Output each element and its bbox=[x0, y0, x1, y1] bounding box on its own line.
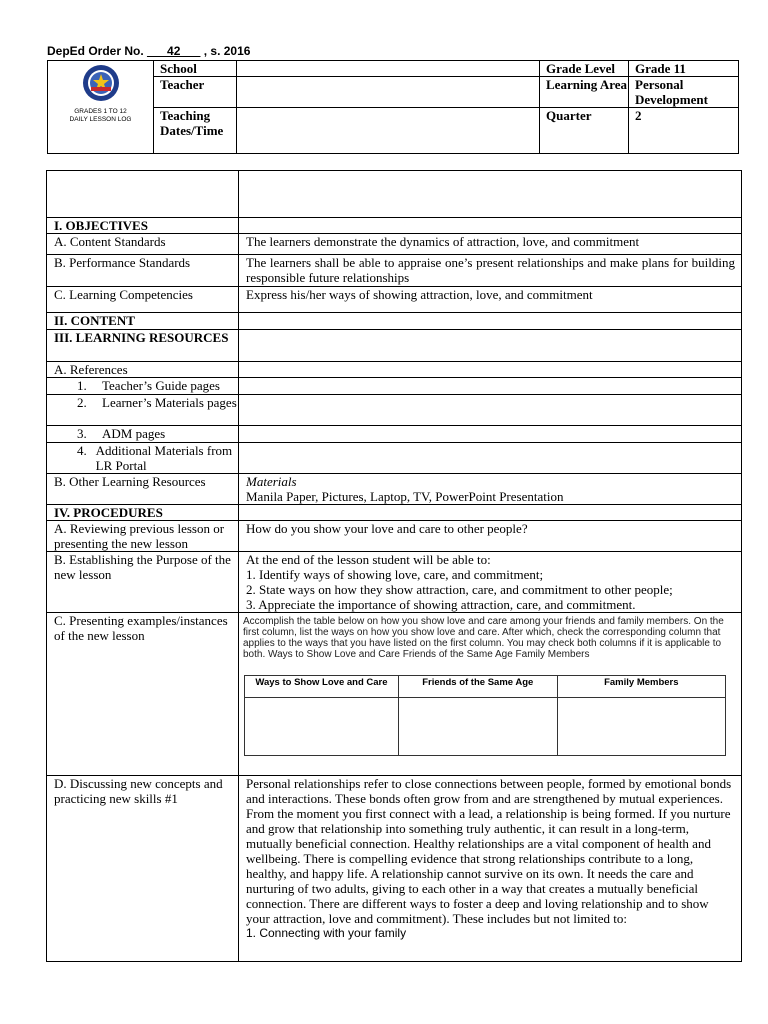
logo-caption-1: GRADES 1 TO 12 bbox=[74, 108, 127, 115]
content-standards-label: A. Content Standards bbox=[47, 234, 239, 255]
discussing-value bbox=[239, 776, 742, 962]
procedures-empty bbox=[239, 505, 742, 521]
references-label: A. References bbox=[47, 362, 239, 378]
resources-empty bbox=[239, 330, 742, 362]
grade-level-value: Grade 11 bbox=[629, 61, 739, 77]
ref-empty-3 bbox=[239, 426, 742, 443]
lesson-log-table bbox=[46, 170, 742, 962]
grade-level-label: Grade Level bbox=[540, 61, 629, 77]
blank-header-right bbox=[239, 171, 742, 218]
other-resources-value bbox=[239, 474, 742, 505]
purpose-label: B. Establishing the Purpose of the new lesson bbox=[47, 552, 239, 613]
teaching-dates-value bbox=[237, 108, 540, 154]
ref-num: 1. bbox=[77, 378, 87, 393]
header-table bbox=[47, 60, 739, 154]
ref-label: ADM pages bbox=[102, 426, 166, 441]
discussing-label: D. Discussing new concepts and practicing new skills #1 bbox=[47, 776, 239, 962]
ref-num: 4. bbox=[77, 443, 87, 458]
ref-num: 2. bbox=[77, 395, 87, 410]
purpose-item: 3. Appreciate the importance of showing attraction, care, and commitment. bbox=[246, 597, 636, 612]
reviewing-value: How do you show your love and care to other people? bbox=[239, 521, 742, 552]
ref-item-4 bbox=[47, 443, 239, 474]
ref-label: Teacher’s Guide pages bbox=[102, 378, 220, 393]
quarter-label: Quarter bbox=[540, 108, 629, 154]
teacher-value bbox=[237, 77, 540, 108]
competencies-value: Express his/her ways of showing attraction, love, and commitment bbox=[239, 287, 742, 313]
other-resources-label: B. Other Learning Resources bbox=[47, 474, 239, 505]
content-standards-value: The learners demonstrate the dynamics of attraction, love, and commitment bbox=[239, 234, 742, 255]
ref-empty-1 bbox=[239, 378, 742, 395]
references-empty bbox=[239, 362, 742, 378]
blank-header-left bbox=[47, 171, 239, 218]
learning-area-label: Learning Area bbox=[540, 77, 629, 108]
presenting-label: C. Presenting examples/instances of the new lesson bbox=[47, 613, 239, 776]
ref-label: Learner’s Materials pages bbox=[102, 395, 237, 410]
resources-heading: III. LEARNING RESOURCES bbox=[47, 330, 239, 362]
ref-num: 3. bbox=[77, 426, 87, 441]
activity-cell bbox=[557, 698, 725, 756]
reviewing-label: A. Reviewing previous lesson or presenting the new lesson bbox=[47, 521, 239, 552]
deped-seal-icon bbox=[82, 64, 120, 102]
activity-table bbox=[244, 675, 726, 756]
activity-col-family: Family Members bbox=[557, 676, 725, 698]
ref-item-1 bbox=[47, 378, 239, 395]
materials-list: Manila Paper, Pictures, Laptop, TV, PowerPoint Presentation bbox=[246, 489, 564, 504]
ref-empty-2 bbox=[239, 395, 742, 426]
purpose-item: 2. State ways on how they show attraction, care, and commitment to other people; bbox=[246, 582, 673, 597]
ref-item-3 bbox=[47, 426, 239, 443]
order-number: ___42___ bbox=[147, 44, 201, 58]
deped-order-line bbox=[47, 44, 250, 59]
competencies-label: C. Learning Competencies bbox=[47, 287, 239, 313]
activity-cell bbox=[398, 698, 557, 756]
purpose-intro: At the end of the lesson student will be able to: bbox=[246, 552, 491, 567]
content-heading: II. CONTENT bbox=[47, 313, 239, 330]
order-prefix: DepEd Order No. bbox=[47, 44, 148, 58]
ref-empty-4 bbox=[239, 443, 742, 474]
activity-col-ways: Ways to Show Love and Care bbox=[245, 676, 399, 698]
logo-caption-2: DAILY LESSON LOG bbox=[69, 116, 132, 123]
activity-instructions: Accomplish the table below on how you show love and care among your friends and family members. On the first column, list the ways on how you show love and care. After which, check the corresponding column that applies to the ways that you have listed on the first column. You may check both columns if it is applicable to both. Ways to Show Love and Care Friends of the Same Age Family Members bbox=[243, 616, 724, 660]
performance-standards-label: B. Performance Standards bbox=[47, 255, 239, 287]
learning-area-value: Personal Development bbox=[629, 77, 739, 108]
presenting-value bbox=[239, 613, 742, 776]
school-value bbox=[237, 61, 540, 77]
performance-standards-value: The learners shall be able to appraise one’s present relationships and make plans for building responsible future relationships bbox=[239, 255, 742, 287]
school-label: School bbox=[154, 61, 237, 77]
objectives-heading: I. OBJECTIVES bbox=[47, 218, 239, 234]
procedures-heading: IV. PROCEDURES bbox=[47, 505, 239, 521]
deped-logo-cell bbox=[48, 61, 154, 154]
ref-item-2 bbox=[47, 395, 239, 426]
materials-heading: Materials bbox=[246, 474, 297, 489]
activity-col-friends: Friends of the Same Age bbox=[398, 676, 557, 698]
teaching-dates-label: Teaching Dates/Time bbox=[154, 108, 237, 154]
order-suffix: , s. 2016 bbox=[200, 44, 251, 58]
purpose-item: 1. Identify ways of showing love, care, and commitment; bbox=[246, 567, 544, 582]
activity-cell bbox=[245, 698, 399, 756]
ref-label: Additional Materials from LR Portal bbox=[95, 443, 233, 473]
quarter-value: 2 bbox=[629, 108, 739, 154]
content-empty bbox=[239, 313, 742, 330]
teacher-label: Teacher bbox=[154, 77, 237, 108]
objectives-empty bbox=[239, 218, 742, 234]
purpose-value bbox=[239, 552, 742, 613]
discussing-text: Personal relationships refer to close connections between people, formed by emotional bonds and interactions. These bonds often grow from and are strengthened by mutual experiences. From the moment you first connect with a lead, a relationship is being formed. If you nurture and grow that relationship into something truly authentic, it can result in a long-term, mutually beneficial connection. Healthy relationships are a vital component of health and wellbeing. There is compelling evidence that strong relationships contribute to a long, healthy, and happy life. A relationship cannot survive on its own. It needs the care and nurturing of two adults, giving to each other in a way that creates a mutually beneficial connection. There are different ways to foster a deep and loving relationship and to show your attraction, love and commitment). These includes but not limited to: bbox=[246, 776, 732, 926]
discussing-item-1: 1. Connecting with your family bbox=[246, 926, 407, 940]
